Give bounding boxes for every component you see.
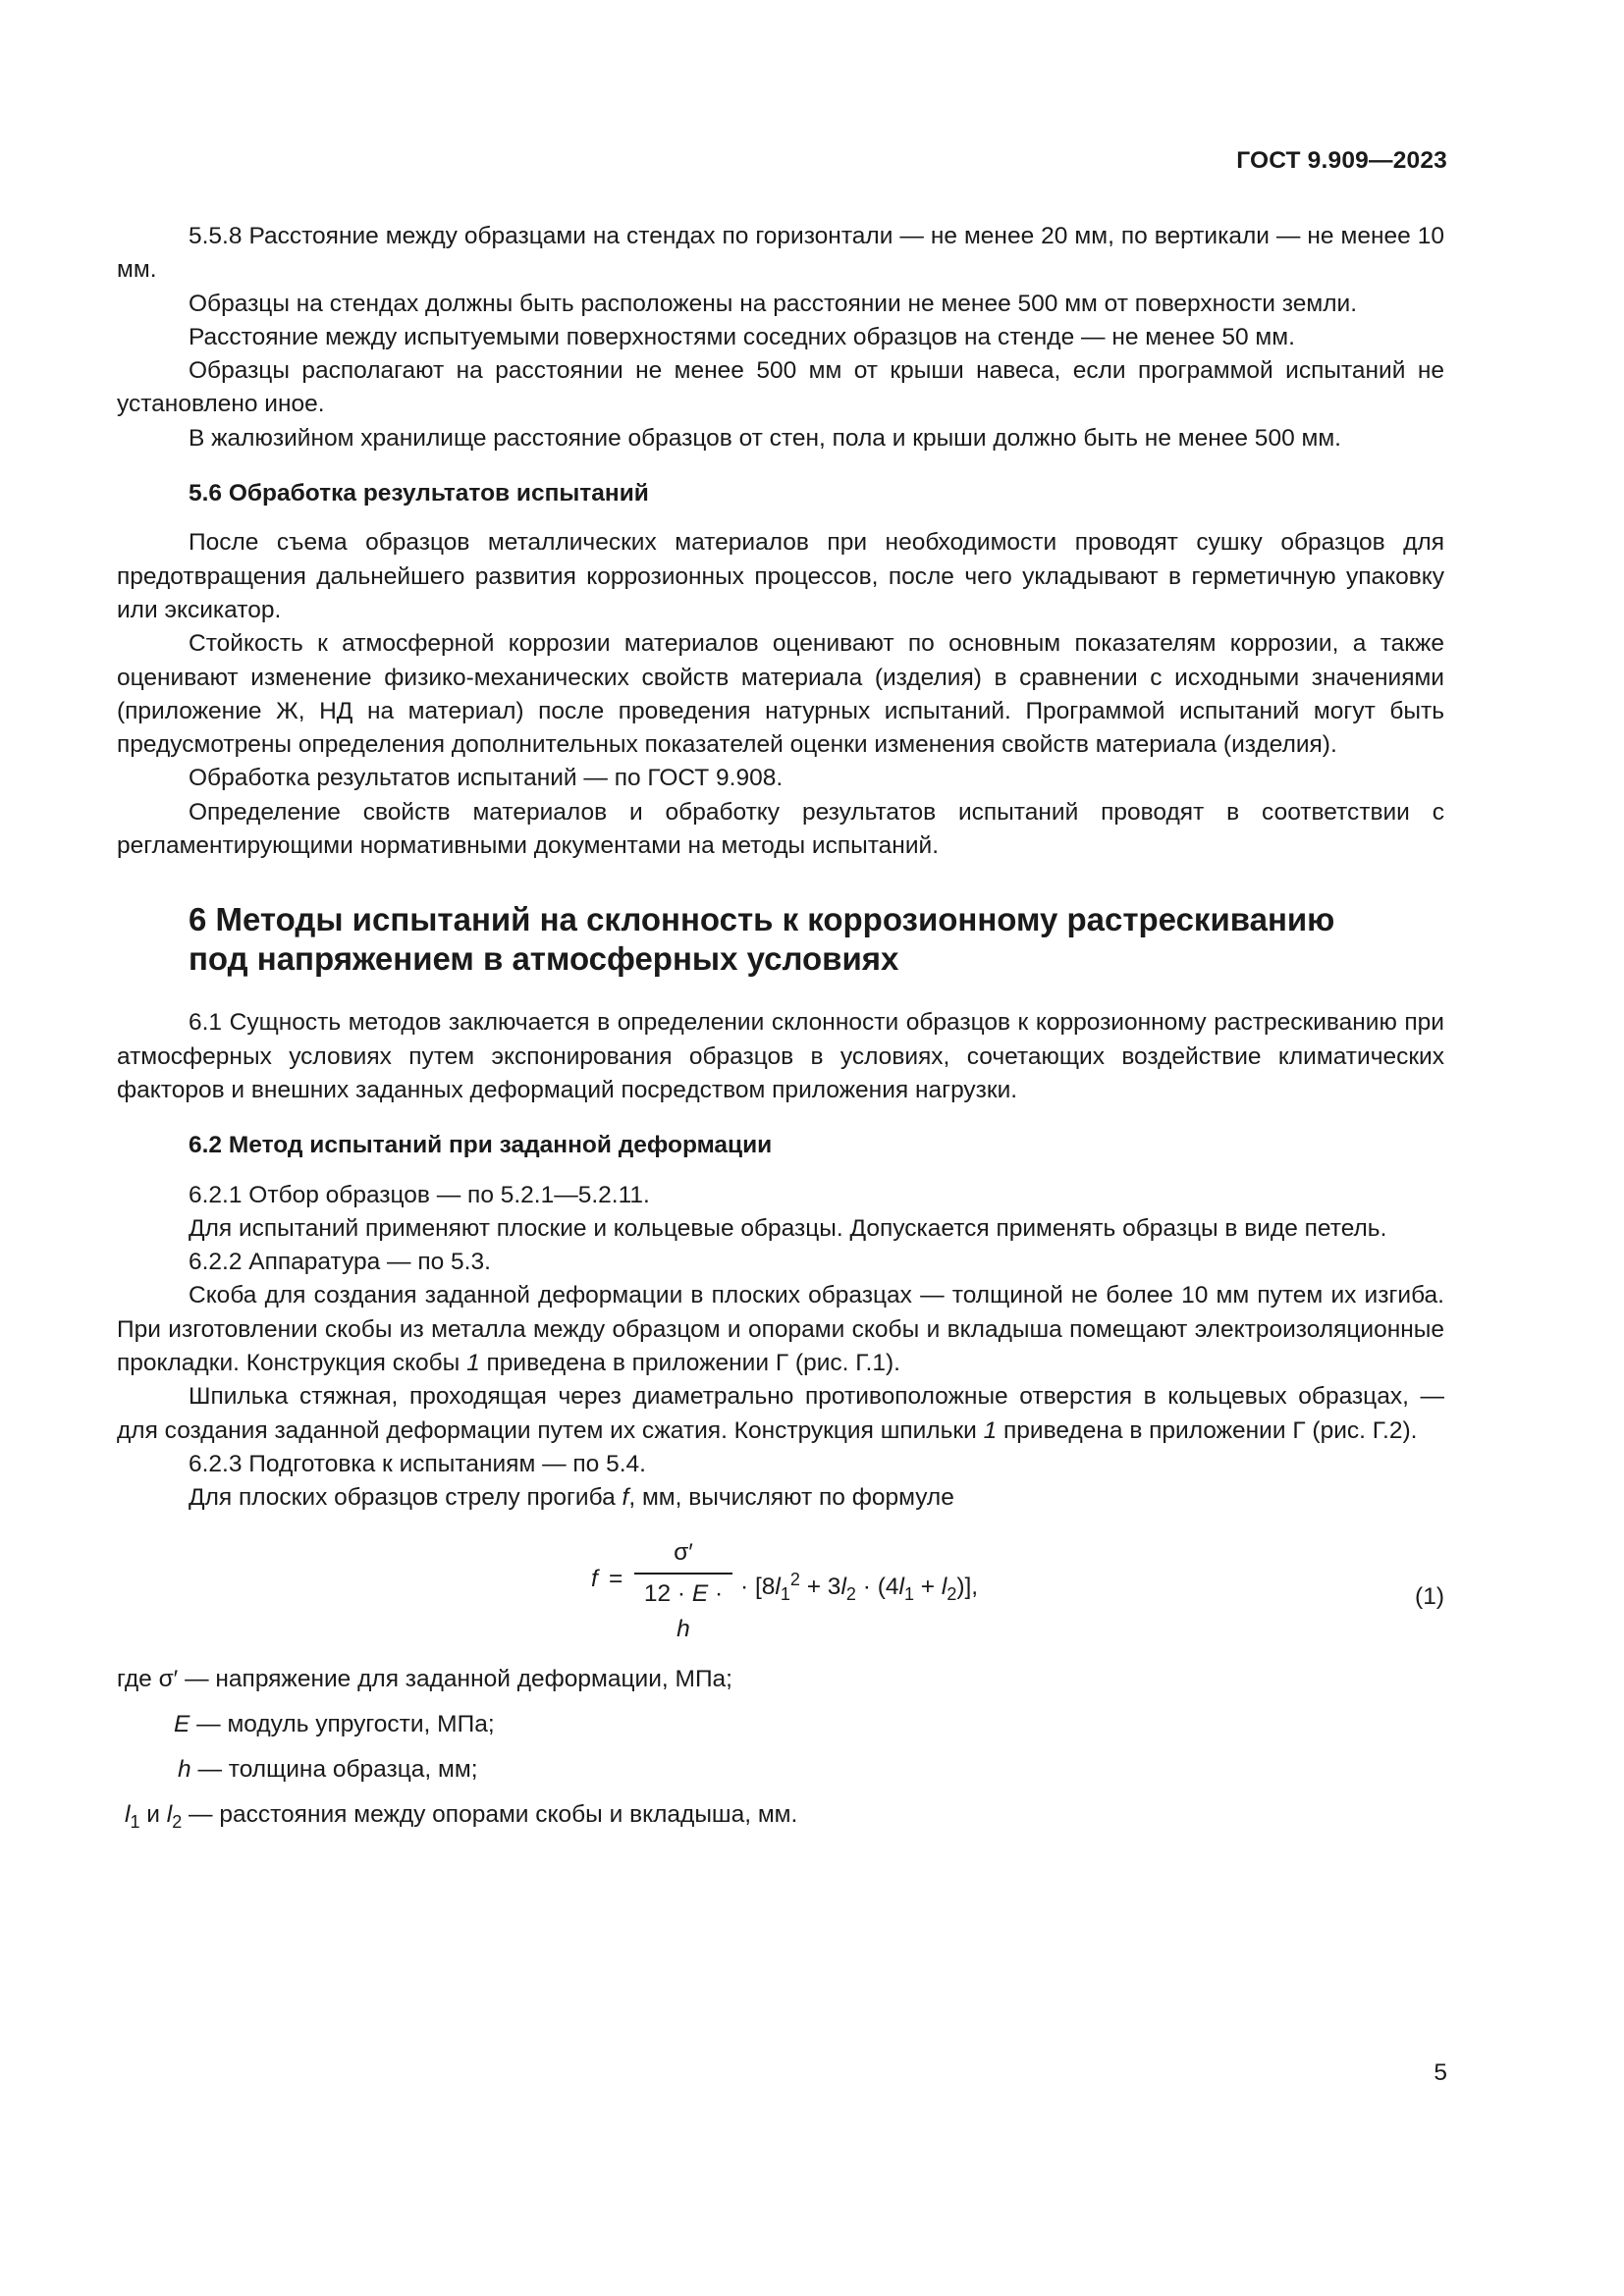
paragraph: Образцы располагают на расстоянии не менее 500 мм от крыши навеса, если программой испытаний не установлено иное.	[117, 357, 1444, 418]
f-l2: l	[840, 1573, 846, 1600]
section-heading-6	[117, 900, 1444, 979]
where-row-sigma	[117, 1663, 1444, 1708]
den-E: E	[691, 1579, 709, 1607]
paragraph-5-5-8: 5.5.8 Расстояние между образцами на стендах по горизонтали — не менее 20 мм, по вертикали — не менее 10 мм.	[117, 223, 1444, 284]
f-sub1b: 1	[903, 1583, 914, 1604]
where-sigma	[117, 1663, 732, 1696]
formula-rest	[740, 1563, 978, 1611]
paragraph: Определение свойств материалов и обработку результатов испытаний проводят в соответствии с регламентирующими нормативными документами на методы испытаний.	[117, 798, 1444, 860]
formula-equals: =	[609, 1565, 623, 1592]
where-h-desc: — толщина образца, мм;	[190, 1755, 478, 1783]
where-sigma-desc: — напряжение для заданной деформации, МПа;	[178, 1665, 732, 1692]
paragraph-6-1: 6.1 Сущность методов заключается в определении склонности образцов к коррозионному растрескиванию при атмосферных условиях путем экспонирования образцов в условиях, сочетающих воздействие климатических факторов и внешних заданных деформаций посредством приложения нагрузки.	[117, 1009, 1444, 1103]
section-heading-6-2: 6.2 Метод испытаний при заданной деформации	[189, 1132, 773, 1159]
fraction-bar	[634, 1573, 732, 1575]
where-block	[117, 1663, 1444, 1843]
f-sub2: 2	[845, 1583, 856, 1604]
paragraph-6-2-2: 6.2.2 Аппаратура — по 5.3.	[189, 1249, 491, 1276]
where-row-E	[117, 1708, 1444, 1753]
text: Скоба для создания заданной деформации в плоских образцах — толщиной не более 10 мм путем их изгиба. При изготовлении скобы из металла между образцом и опорами скобы и вкладыша помещают электроизоляционные прокладки. Конструкция скобы	[117, 1282, 1444, 1377]
text: , мм, вычисляют по формуле	[628, 1484, 954, 1512]
where-lead: где σ′	[117, 1665, 179, 1692]
paragraph: Образцы на стендах должны быть расположены на расстоянии не менее 500 мм от поверхности земли.	[189, 290, 1357, 317]
f-text: · (4	[855, 1573, 899, 1600]
page-number: 5	[1434, 2059, 1447, 2086]
text: Для плоских образцов стрелу прогиба	[189, 1484, 623, 1512]
text: Шпилька стяжная, проходящая через диаметрально противоположные отверстия в кольцевых образцах, — для создания заданной деформации путем их сжатия. Конструкция шпильки	[117, 1383, 1444, 1444]
paragraph: Расстояние между испытуемыми поверхностями соседних образцов на стенде — не менее 50 мм.	[189, 323, 1295, 350]
document-id-header: ГОСТ 9.909—2023	[1236, 147, 1447, 174]
paragraph: Обработка результатов испытаний — по ГОСТ 9.908.	[189, 765, 784, 792]
formula-lhs: f	[591, 1565, 598, 1592]
section-heading-6-line2: под напряжением в атмосферных условиях	[189, 940, 899, 978]
document-body	[117, 220, 1444, 1843]
var-E: E	[174, 1710, 190, 1737]
where-l	[125, 1798, 797, 1839]
text: приведена в приложении Г (рис. Г.1).	[479, 1350, 900, 1377]
f-text: )],	[956, 1573, 979, 1600]
where-row-h	[117, 1753, 1444, 1798]
den-dot: ·	[708, 1579, 724, 1607]
section-heading-6-line1: 6 Методы испытаний на склонность к коррозионному растрескиванию	[189, 901, 1335, 938]
f-l2b: l	[941, 1573, 947, 1600]
paragraph-6-2-3: 6.2.3 Подготовка к испытаниям — по 5.4.	[189, 1450, 646, 1477]
paragraph: Стойкость к атмосферной коррозии материалов оценивают по основным показателям коррозии, а также оценивают изменение физико-механических свойств материала (изделия) в сравнении с исходными значениями (приложение Ж, НД на материал) после проведения натурных испытаний. Программой испытаний могут быть предусмотрены определения дополнительных показателей оценки изменения свойств материала (изделия).	[117, 630, 1444, 759]
den-h: h	[677, 1615, 690, 1642]
formula-denominator	[634, 1576, 732, 1642]
and-text: и	[139, 1800, 167, 1828]
where-l-desc: — расстояния между опорами скобы и вкладыша, мм.	[182, 1800, 798, 1828]
equation-number: (1)	[1415, 1582, 1444, 1610]
where-E-desc: — модуль упругости, МПа;	[189, 1710, 495, 1737]
paragraph-formula-intro	[117, 1481, 1444, 1515]
f-l1b: l	[898, 1573, 904, 1600]
paragraph: Для испытаний применяют плоские и кольцевые образцы. Допускается применять образцы в виде петель.	[189, 1214, 1387, 1242]
f-l1: l	[775, 1573, 781, 1600]
paragraph: После съема образцов металлических материалов при необходимости проводят сушку образцов для предотвращения дальнейшего развития коррозионных процессов, после чего укладывают в герметичную упаковку или эксикатор.	[117, 529, 1444, 623]
where-E	[174, 1708, 495, 1741]
var-l2: l	[166, 1800, 173, 1828]
variable-f: f	[622, 1484, 629, 1512]
paragraph-6-2-1: 6.2.1 Отбор образцов — по 5.2.1—5.2.11.	[189, 1181, 650, 1208]
sub-1: 1	[130, 1811, 140, 1832]
text-italic: 1	[983, 1416, 998, 1444]
where-row-l	[117, 1798, 1444, 1843]
paragraph-stud	[117, 1380, 1444, 1448]
sub-2: 2	[172, 1811, 183, 1832]
text-italic: 1	[466, 1350, 480, 1377]
formula-fraction	[634, 1535, 732, 1642]
f-sub2b: 2	[947, 1583, 957, 1604]
paragraph-bracket	[117, 1279, 1444, 1380]
formula-1	[117, 1535, 1444, 1642]
f-text: · [8	[740, 1573, 776, 1600]
f-text: +	[913, 1573, 942, 1600]
f-text: + 3	[799, 1573, 841, 1600]
text: приведена в приложении Г (рис. Г.2).	[997, 1416, 1418, 1444]
den-text: 12 ·	[643, 1579, 692, 1607]
var-h: h	[178, 1755, 191, 1783]
section-heading-5-6: 5.6 Обработка результатов испытаний	[189, 480, 649, 507]
var-l1: l	[125, 1800, 131, 1828]
f-sup2: 2	[789, 1569, 800, 1589]
formula-numerator: σ′	[674, 1538, 693, 1566]
paragraph: В жалюзийном хранилище расстояние образцов от стен, пола и крыши должно быть не менее 500 мм.	[189, 424, 1341, 452]
where-h	[178, 1753, 478, 1787]
f-sub1: 1	[780, 1583, 790, 1604]
